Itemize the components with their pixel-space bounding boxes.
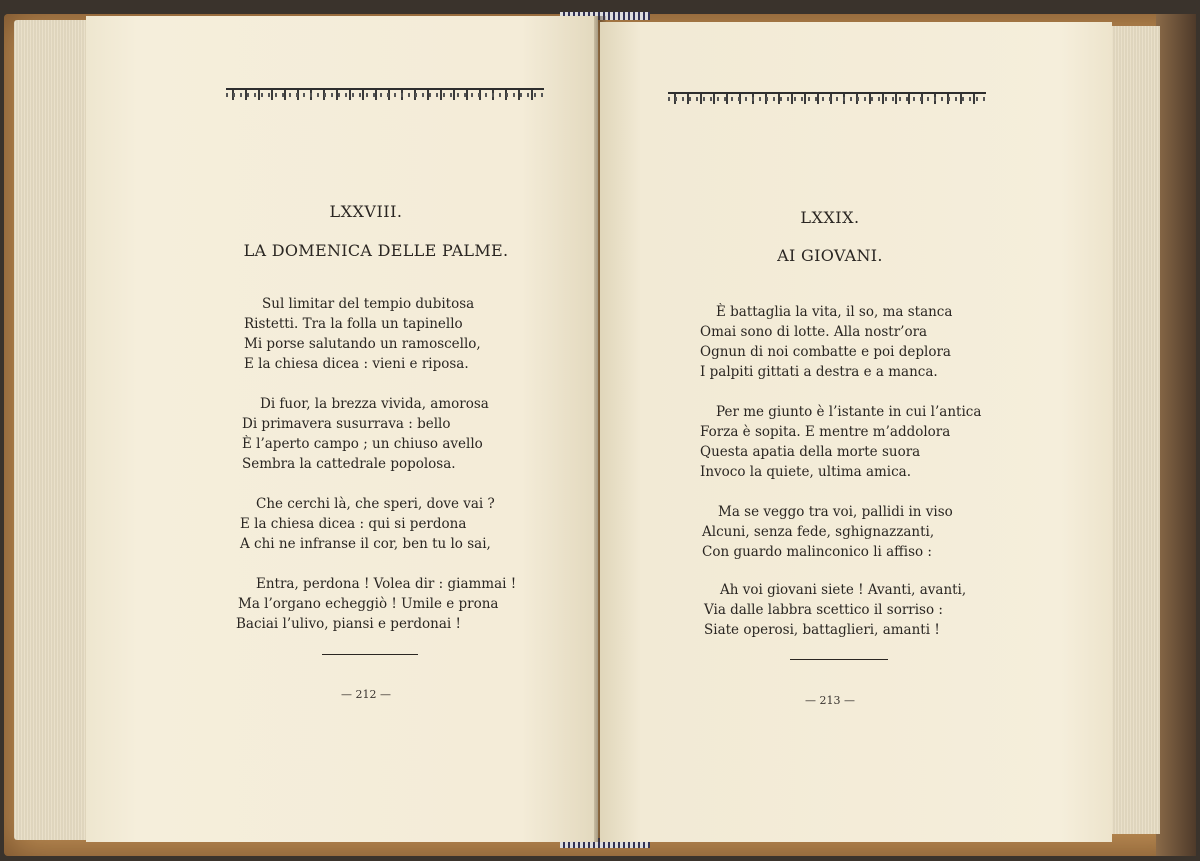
- verse-line: E la chiesa dicea : qui si perdona: [240, 516, 467, 532]
- verse-line: Siate operosi, battaglieri, amanti !: [704, 622, 940, 638]
- verse-line: Ah voi giovani siete ! Avanti, avanti,: [720, 582, 967, 598]
- poem-number-right: LXXIX.: [800, 208, 860, 227]
- page-number-left: — 212 —: [341, 688, 391, 701]
- verse-line: Ma se veggo tra voi, pallidi in viso: [718, 504, 953, 520]
- poem-number-left: LXXVIII.: [329, 202, 403, 221]
- ornament-left: [226, 88, 544, 100]
- verse-line: Con guardo malinconico li affiso :: [702, 544, 932, 560]
- verse-line: Di fuor, la brezza vivida, amorosa: [260, 396, 489, 412]
- page-number-right: — 213 —: [805, 694, 855, 707]
- verse-line: Alcuni, senza fede, sghignazzanti,: [702, 524, 935, 540]
- verse-line: Ognun di noi combatte e poi deplora: [700, 344, 951, 360]
- verse-line: I palpiti gittati a destra e a manca.: [700, 364, 938, 380]
- verse-line: Ristetti. Tra la folla un tapinello: [244, 316, 463, 332]
- poem-title-left: LA DOMENICA DELLE PALME.: [243, 241, 509, 260]
- end-rule-right: [790, 659, 888, 660]
- verse-line: A chi ne infranse il cor, ben tu lo sai,: [240, 536, 491, 552]
- verse-line: E la chiesa dicea : vieni e riposa.: [244, 356, 469, 372]
- verse-line: Per me giunto è l’istante in cui l’antica: [716, 404, 982, 420]
- verse-line: È l’aperto campo ; un chiuso avello: [242, 436, 483, 452]
- verse-line: Che cerchi là, che speri, dove vai ?: [256, 496, 495, 512]
- left-page: [86, 16, 598, 842]
- right-page: [600, 22, 1112, 842]
- verse-line: Forza è sopita. E mentre m’addolora: [700, 424, 951, 440]
- verse-line: Entra, perdona ! Volea dir : giammai !: [256, 576, 517, 592]
- ornament-right: [668, 92, 986, 104]
- verse-line: Omai sono di lotte. Alla nostr’ora: [700, 324, 928, 340]
- verse-line: Di primavera susurrava : bello: [242, 416, 451, 432]
- verse-line: Sul limitar del tempio dubitosa: [262, 296, 475, 312]
- verse-line: Invoco la quiete, ultima amica.: [700, 464, 912, 480]
- verse-line: Questa apatia della morte suora: [700, 444, 921, 460]
- verse-line: Sembra la cattedrale popolosa.: [242, 456, 456, 472]
- verse-line: Baciai l’ulivo, piansi e perdonai !: [236, 616, 461, 632]
- cover-edge: [1156, 14, 1196, 856]
- end-rule-left: [322, 654, 418, 655]
- verse-line: Mi porse salutando un ramoscello,: [244, 336, 481, 352]
- verse-line: È battaglia la vita, il so, ma stanca: [716, 304, 953, 320]
- poem-title-right: AI GIOVANI.: [777, 246, 883, 265]
- verse-line: Via dalle labbra scettico il sorriso :: [704, 602, 943, 618]
- verse-line: Ma l’organo echeggiò ! Umile e prona: [238, 596, 499, 612]
- page-edges-right: [1108, 26, 1160, 834]
